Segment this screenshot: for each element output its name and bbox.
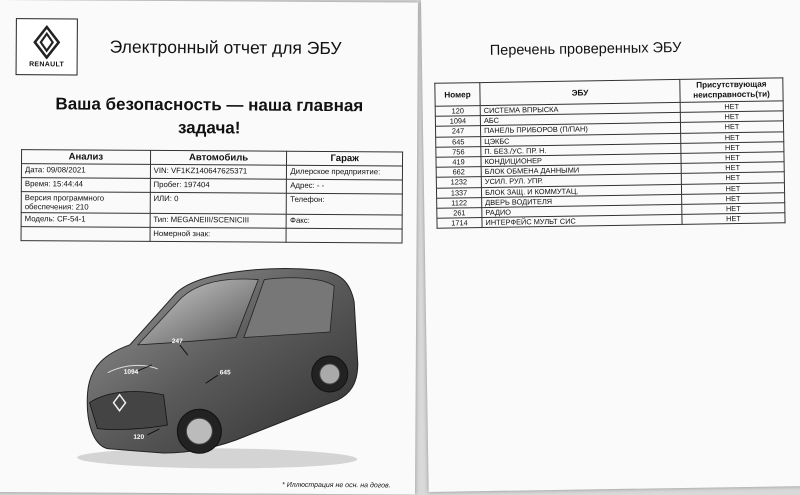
ecu-number-cell: 1714 — [437, 218, 482, 229]
phone-cell: Телефон: — [287, 193, 403, 215]
callout-label: 1094 — [123, 368, 139, 376]
ecu-fault-cell: НЕТ — [680, 111, 783, 123]
ecu-name-cell: П. БЕЗ./УС. ПР. Н. — [481, 143, 681, 156]
model-cell: Модель: CF-54-1 — [21, 213, 150, 228]
ecu-fault-cell: НЕТ — [681, 172, 784, 184]
renault-diamond-icon — [30, 25, 64, 59]
ecu-number-cell: 1122 — [437, 197, 482, 208]
ecu-fault-cell: НЕТ — [681, 162, 784, 174]
ecu-fault-cell: НЕТ — [681, 182, 784, 194]
callout-label: 247 — [171, 338, 183, 346]
ecu-fault-cell: НЕТ — [681, 142, 784, 154]
ecu-name-cell: БЛОК ОБМЕНА ДАННЫМИ — [481, 164, 681, 177]
ecu-number-cell: 247 — [435, 126, 480, 137]
rear-rim — [320, 364, 340, 384]
empty-cell — [286, 228, 402, 243]
date-cell: Дата: 09/08/2021 — [21, 164, 150, 179]
plate-cell: Номерной знак: — [150, 227, 287, 242]
front-rim — [186, 418, 212, 444]
ecu-name-cell: ПАНЕЛЬ ПРИБОРОВ (П/ПАН) — [480, 123, 680, 136]
ecu-fault-cell: НЕТ — [682, 193, 785, 205]
ili-cell: ИЛИ: 0 — [150, 192, 287, 214]
ecu-name-cell: БЛОК ЗАЩ. И КОММУТАЦ. — [481, 184, 681, 197]
ecu-fault-cell: НЕТ — [681, 131, 784, 143]
slogan: Ваша безопасность — наша главная задача! — [55, 94, 364, 138]
ecu-number-cell: 1337 — [436, 187, 481, 198]
ecu-table-body — [435, 101, 785, 229]
vehicle-info-table — [21, 149, 404, 243]
ecu-name-cell: ЦЭКБС — [481, 133, 681, 146]
renault-logo — [16, 18, 78, 75]
ecu-fault-cell: НЕТ — [682, 213, 785, 225]
address-cell: Адрес: - - — [287, 179, 403, 194]
car-illustration — [67, 252, 368, 474]
ecu-name-cell: КОНДИЦИОНЕР — [481, 153, 681, 166]
ecu-name-cell: АБС — [480, 113, 680, 126]
logo-text: RENAULT — [29, 61, 65, 69]
footnote: * Иллюстрация не осн. на догов. — [282, 481, 391, 490]
callout-label: 645 — [219, 369, 231, 377]
ecu-list-title: Перечень проверенных ЭБУ — [489, 39, 682, 59]
ecu-name-cell: ИНТЕРФЕЙС МУЛЬТ СИС — [482, 215, 682, 228]
ecu-number-cell: 662 — [436, 167, 481, 178]
ecu-name-cell: РАДИО — [482, 204, 682, 217]
info-row — [21, 192, 402, 215]
ecu-number-cell: 756 — [436, 146, 481, 157]
ecu-number-cell: 1232 — [436, 177, 481, 188]
header-ecu: ЭБУ — [480, 79, 680, 105]
ecu-name-cell: УСИЛ. РУЛ. УПР. — [481, 174, 681, 187]
ecu-number-cell: 261 — [437, 208, 482, 219]
ecu-fault-cell: НЕТ — [680, 121, 783, 133]
ecu-number-cell: 645 — [436, 136, 481, 147]
info-row — [21, 227, 402, 243]
front-bumper — [89, 391, 167, 430]
car-shadow — [77, 447, 357, 469]
ecu-fault-cell: НЕТ — [682, 203, 785, 215]
mileage-cell: Пробег: 197404 — [150, 178, 287, 193]
empty-cell — [21, 227, 150, 242]
vin-cell: VIN: VF1KZ140647625371 — [150, 164, 287, 179]
ecu-table — [434, 77, 785, 229]
callout-label: 120 — [133, 433, 145, 441]
ecu-fault-cell: НЕТ — [680, 101, 783, 113]
header-vehicle: Автомобиль — [150, 150, 287, 165]
ecu-number-cell: 1094 — [435, 116, 480, 127]
report-title: Электронный отчет для ЭБУ — [109, 36, 342, 59]
header-fault: Присутствующая неисправность(ти) — [680, 78, 783, 103]
header-number: Номер — [435, 83, 480, 107]
software-version-cell: Версия программного обеспечения: 210 — [21, 192, 150, 214]
dealer-cell: Дилерское предприятие: — [287, 165, 403, 180]
ecu-fault-cell: НЕТ — [681, 152, 784, 164]
ecu-number-cell: 120 — [435, 106, 480, 117]
type-cell: Тип: MEGANEIII/SCENICIII — [150, 213, 287, 228]
ecu-name-cell: ДВЕРЬ ВОДИТЕЛЯ — [482, 194, 682, 207]
time-cell: Время: 15:44:44 — [21, 178, 150, 193]
header-garage: Гараж — [287, 151, 403, 166]
fax-cell: Факс: — [286, 214, 402, 229]
ecu-name-cell: СИСТЕМА ВПРЫСКА — [480, 102, 680, 115]
header-analysis: Анализ — [22, 150, 151, 165]
right-page — [421, 0, 800, 492]
ecu-number-cell: 419 — [436, 157, 481, 168]
